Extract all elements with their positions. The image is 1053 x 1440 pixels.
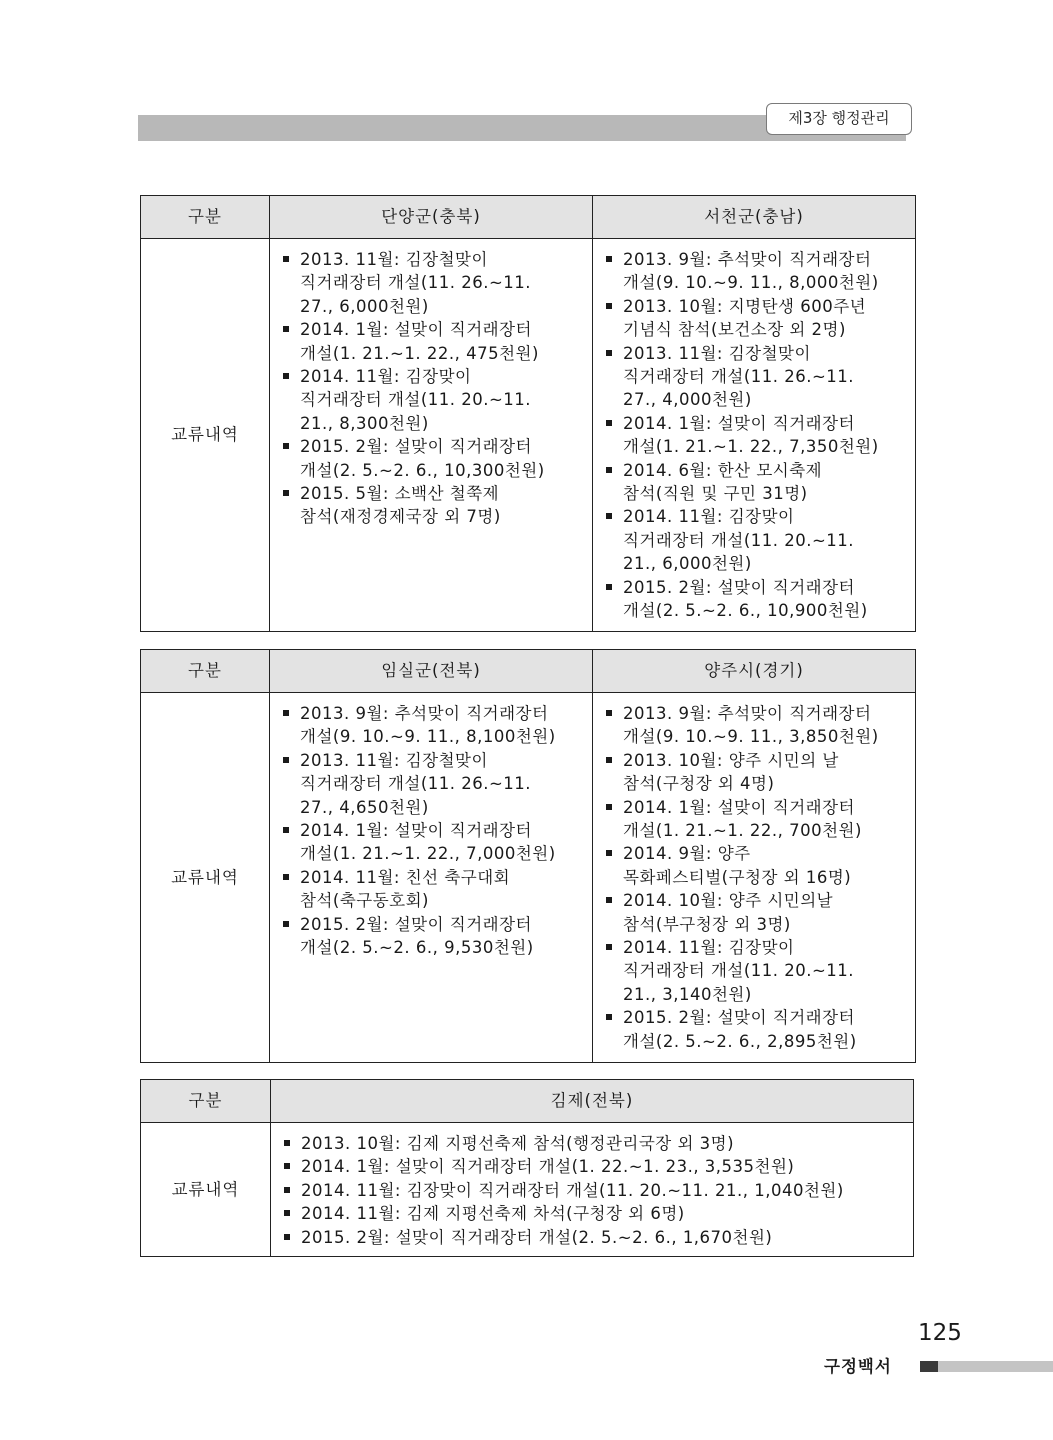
list-item: 2013. 9월: 추석맞이 직거래장터 개설(9. 10.∼9. 11., 8,100천원)	[280, 702, 586, 749]
row-label: 교류내역	[141, 693, 270, 1063]
table-row	[141, 1123, 914, 1257]
row-label: 교류내역	[141, 239, 270, 632]
list-item: 2014. 1월: 설맞이 직거래장터 개설(1. 21.∼1. 22., 7,000천원)	[280, 819, 586, 866]
table-header-row	[141, 1080, 914, 1123]
list-item: 2015. 2월: 설맞이 직거래장터 개설(2. 5.∼2. 6., 2,895천원)	[603, 1006, 909, 1053]
chapter-label: 제3장 행정관리	[766, 103, 912, 135]
list-item: 2014. 1월: 설맞이 직거래장터 개설(1. 21.∼1. 22., 7,350천원)	[603, 412, 909, 459]
list-item: 2014. 11월: 김장맞이 직거래장터 개설(11. 20.∼11. 21., 3,140천원)	[603, 936, 909, 1006]
list-item: 2014. 11월: 김장맞이 직거래장터 개설(11. 20.∼11. 21., 8,300천원)	[280, 365, 586, 435]
list-item: 2014. 10월: 양주 시민의날 참석(부구청장 외 3명)	[603, 889, 909, 936]
exchange-table-2	[140, 649, 916, 1063]
list-item: 2013. 11월: 김장철맞이 직거래장터 개설(11. 26.∼11. 27., 4,000천원)	[603, 342, 909, 412]
table-row	[141, 239, 916, 632]
table-row	[141, 693, 916, 1063]
exchange-list	[603, 702, 909, 1053]
list-item: 2014. 11월: 김제 지평선축제 차석(구청장 외 6명)	[281, 1202, 907, 1225]
list-item: 2013. 10월: 양주 시민의 날 참석(구청장 외 4명)	[603, 749, 909, 796]
list-item: 2013. 9월: 추석맞이 직거래장터 개설(9. 10.∼9. 11., 8,000천원)	[603, 248, 909, 295]
footer-bar-light	[938, 1361, 1053, 1372]
list-item: 2013. 10월: 지명탄생 600주년 기념식 참석(보건소장 외 2명)	[603, 295, 909, 342]
list-item: 2014. 11월: 김장맞이 직거래장터 개설(11. 20.∼11. 21., 6,000천원)	[603, 505, 909, 575]
footer-bar-dark	[920, 1361, 938, 1372]
list-item: 2013. 9월: 추석맞이 직거래장터 개설(9. 10.∼9. 11., 3,850천원)	[603, 702, 909, 749]
list-item: 2013. 11월: 김장철맞이 직거래장터 개설(11. 26.∼11. 27., 6,000천원)	[280, 248, 586, 318]
exchange-list	[280, 248, 586, 529]
list-item: 2014. 9월: 양주 목화페스티벌(구청장 외 16명)	[603, 842, 909, 889]
list-item: 2015. 2월: 설맞이 직거래장터 개설(2. 5.∼2. 6., 10,300천원)	[280, 435, 586, 482]
exchange-table-3	[140, 1079, 914, 1257]
col-header-category: 구분	[141, 650, 270, 693]
exchange-list	[603, 248, 909, 623]
col-header-category: 구분	[141, 196, 270, 239]
exchange-list	[280, 702, 586, 959]
list-item: 2013. 11월: 김장철맞이 직거래장터 개설(11. 26.∼11. 27., 4,650천원)	[280, 749, 586, 819]
exchange-list-cell	[271, 1123, 914, 1257]
list-item: 2015. 2월: 설맞이 직거래장터 개설(2. 5.∼2. 6., 9,530천원)	[280, 913, 586, 960]
col-header-region: 임실군(전북)	[270, 650, 593, 693]
list-item: 2014. 1월: 설맞이 직거래장터 개설(1. 21.∼1. 22., 475천원)	[280, 318, 586, 365]
col-header-category: 구분	[141, 1080, 271, 1123]
list-item: 2014. 11월: 김장맞이 직거래장터 개설(11. 20.∼11. 21., 1,040천원)	[281, 1179, 907, 1202]
list-item: 2014. 11월: 친선 축구대회 참석(축구동호회)	[280, 866, 586, 913]
table-header-row	[141, 196, 916, 239]
list-item: 2015. 2월: 설맞이 직거래장터 개설(2. 5.∼2. 6., 1,670천원)	[281, 1226, 907, 1249]
exchange-list-cell	[593, 693, 916, 1063]
exchange-list	[281, 1132, 907, 1249]
col-header-region: 김제(전북)	[271, 1080, 914, 1123]
exchange-list-cell	[270, 239, 593, 632]
exchange-list-cell	[593, 239, 916, 632]
exchange-table-1	[140, 195, 916, 632]
book-title: 구정백서	[824, 1357, 892, 1376]
list-item: 2014. 6월: 한산 모시축제 참석(직원 및 구민 31명)	[603, 459, 909, 506]
list-item: 2013. 10월: 김제 지평선축제 참석(행정관리국장 외 3명)	[281, 1132, 907, 1155]
list-item: 2014. 1월: 설맞이 직거래장터 개설(1. 22.∼1. 23., 3,535천원)	[281, 1155, 907, 1178]
col-header-region: 단양군(충북)	[270, 196, 593, 239]
list-item: 2014. 1월: 설맞이 직거래장터 개설(1. 21.∼1. 22., 700천원)	[603, 796, 909, 843]
exchange-list-cell	[270, 693, 593, 1063]
row-label: 교류내역	[141, 1123, 271, 1257]
col-header-region: 양주시(경기)	[593, 650, 916, 693]
list-item: 2015. 5월: 소백산 철쭉제 참석(재정경제국장 외 7명)	[280, 482, 586, 529]
list-item: 2015. 2월: 설맞이 직거래장터 개설(2. 5.∼2. 6., 10,900천원)	[603, 576, 909, 623]
table-header-row	[141, 650, 916, 693]
col-header-region: 서천군(충남)	[593, 196, 916, 239]
page-number: 125	[918, 1320, 962, 1346]
